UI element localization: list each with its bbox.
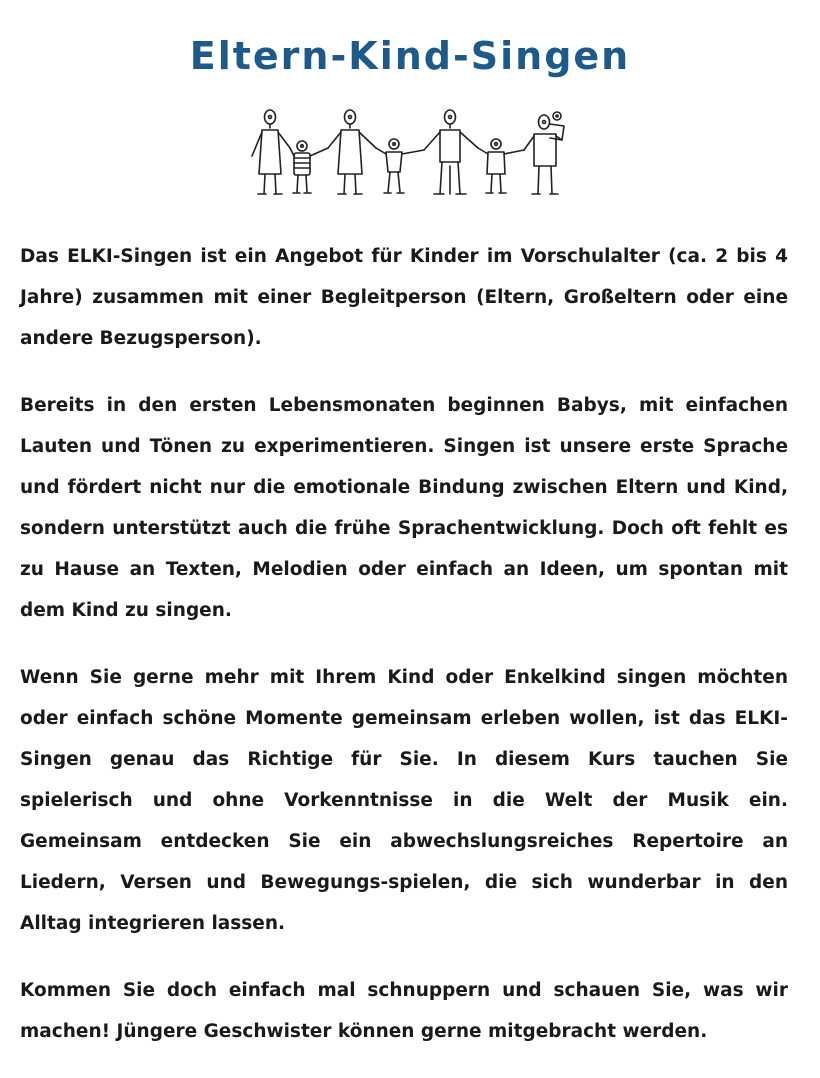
paragraph-invitation: Kommen Sie doch einfach mal schnuppern und schauen Sie, was wir machen! Jüngere Geschwister können gerne mitgebracht werden. xyxy=(20,980,788,1042)
paragraph-intro: Das ELKI-Singen ist ein Angebot für Kinder im Vorschulalter (ca. 2 bis 4 Jahre) zusammen mit einer Begleitperson (Eltern, Großeltern oder eine andere Bezugsperson). xyxy=(20,246,788,349)
page-title: Eltern-Kind-Singen xyxy=(189,34,631,78)
family-holding-hands-icon xyxy=(244,104,576,204)
paragraph-babies: Bereits in den ersten Lebensmonaten beginnen Babys, mit einfachen Lauten und Tönen zu experimentieren. Singen ist unsere erste Sprache und fördert nicht nur die emotionale Bindung zwischen Eltern und Kind, sondern unterstützt auch die frühe Sprachentwicklung. Doch oft fehlt es zu Hause an Texten, Melodien oder einfach an Ideen, um spontan mit dem Kind zu singen. xyxy=(20,395,788,621)
body-text xyxy=(20,236,788,1078)
paragraph-course: Wenn Sie gerne mehr mit Ihrem Kind oder Enkelkind singen möchten oder einfach schöne Momente gemeinsam erleben wollen, ist das ELKI-Singen genau das Richtige für Sie. In diesem Kurs tauchen Sie spielerisch und ohne Vorkenntnisse in die Welt der Musik ein. Gemeinsam entdecken Sie ein abwechslungsreiches Repertoire an Liedern, Versen und Bewegungs-spielen, die sich wunderbar in den Alltag integrieren lassen. xyxy=(20,667,788,934)
